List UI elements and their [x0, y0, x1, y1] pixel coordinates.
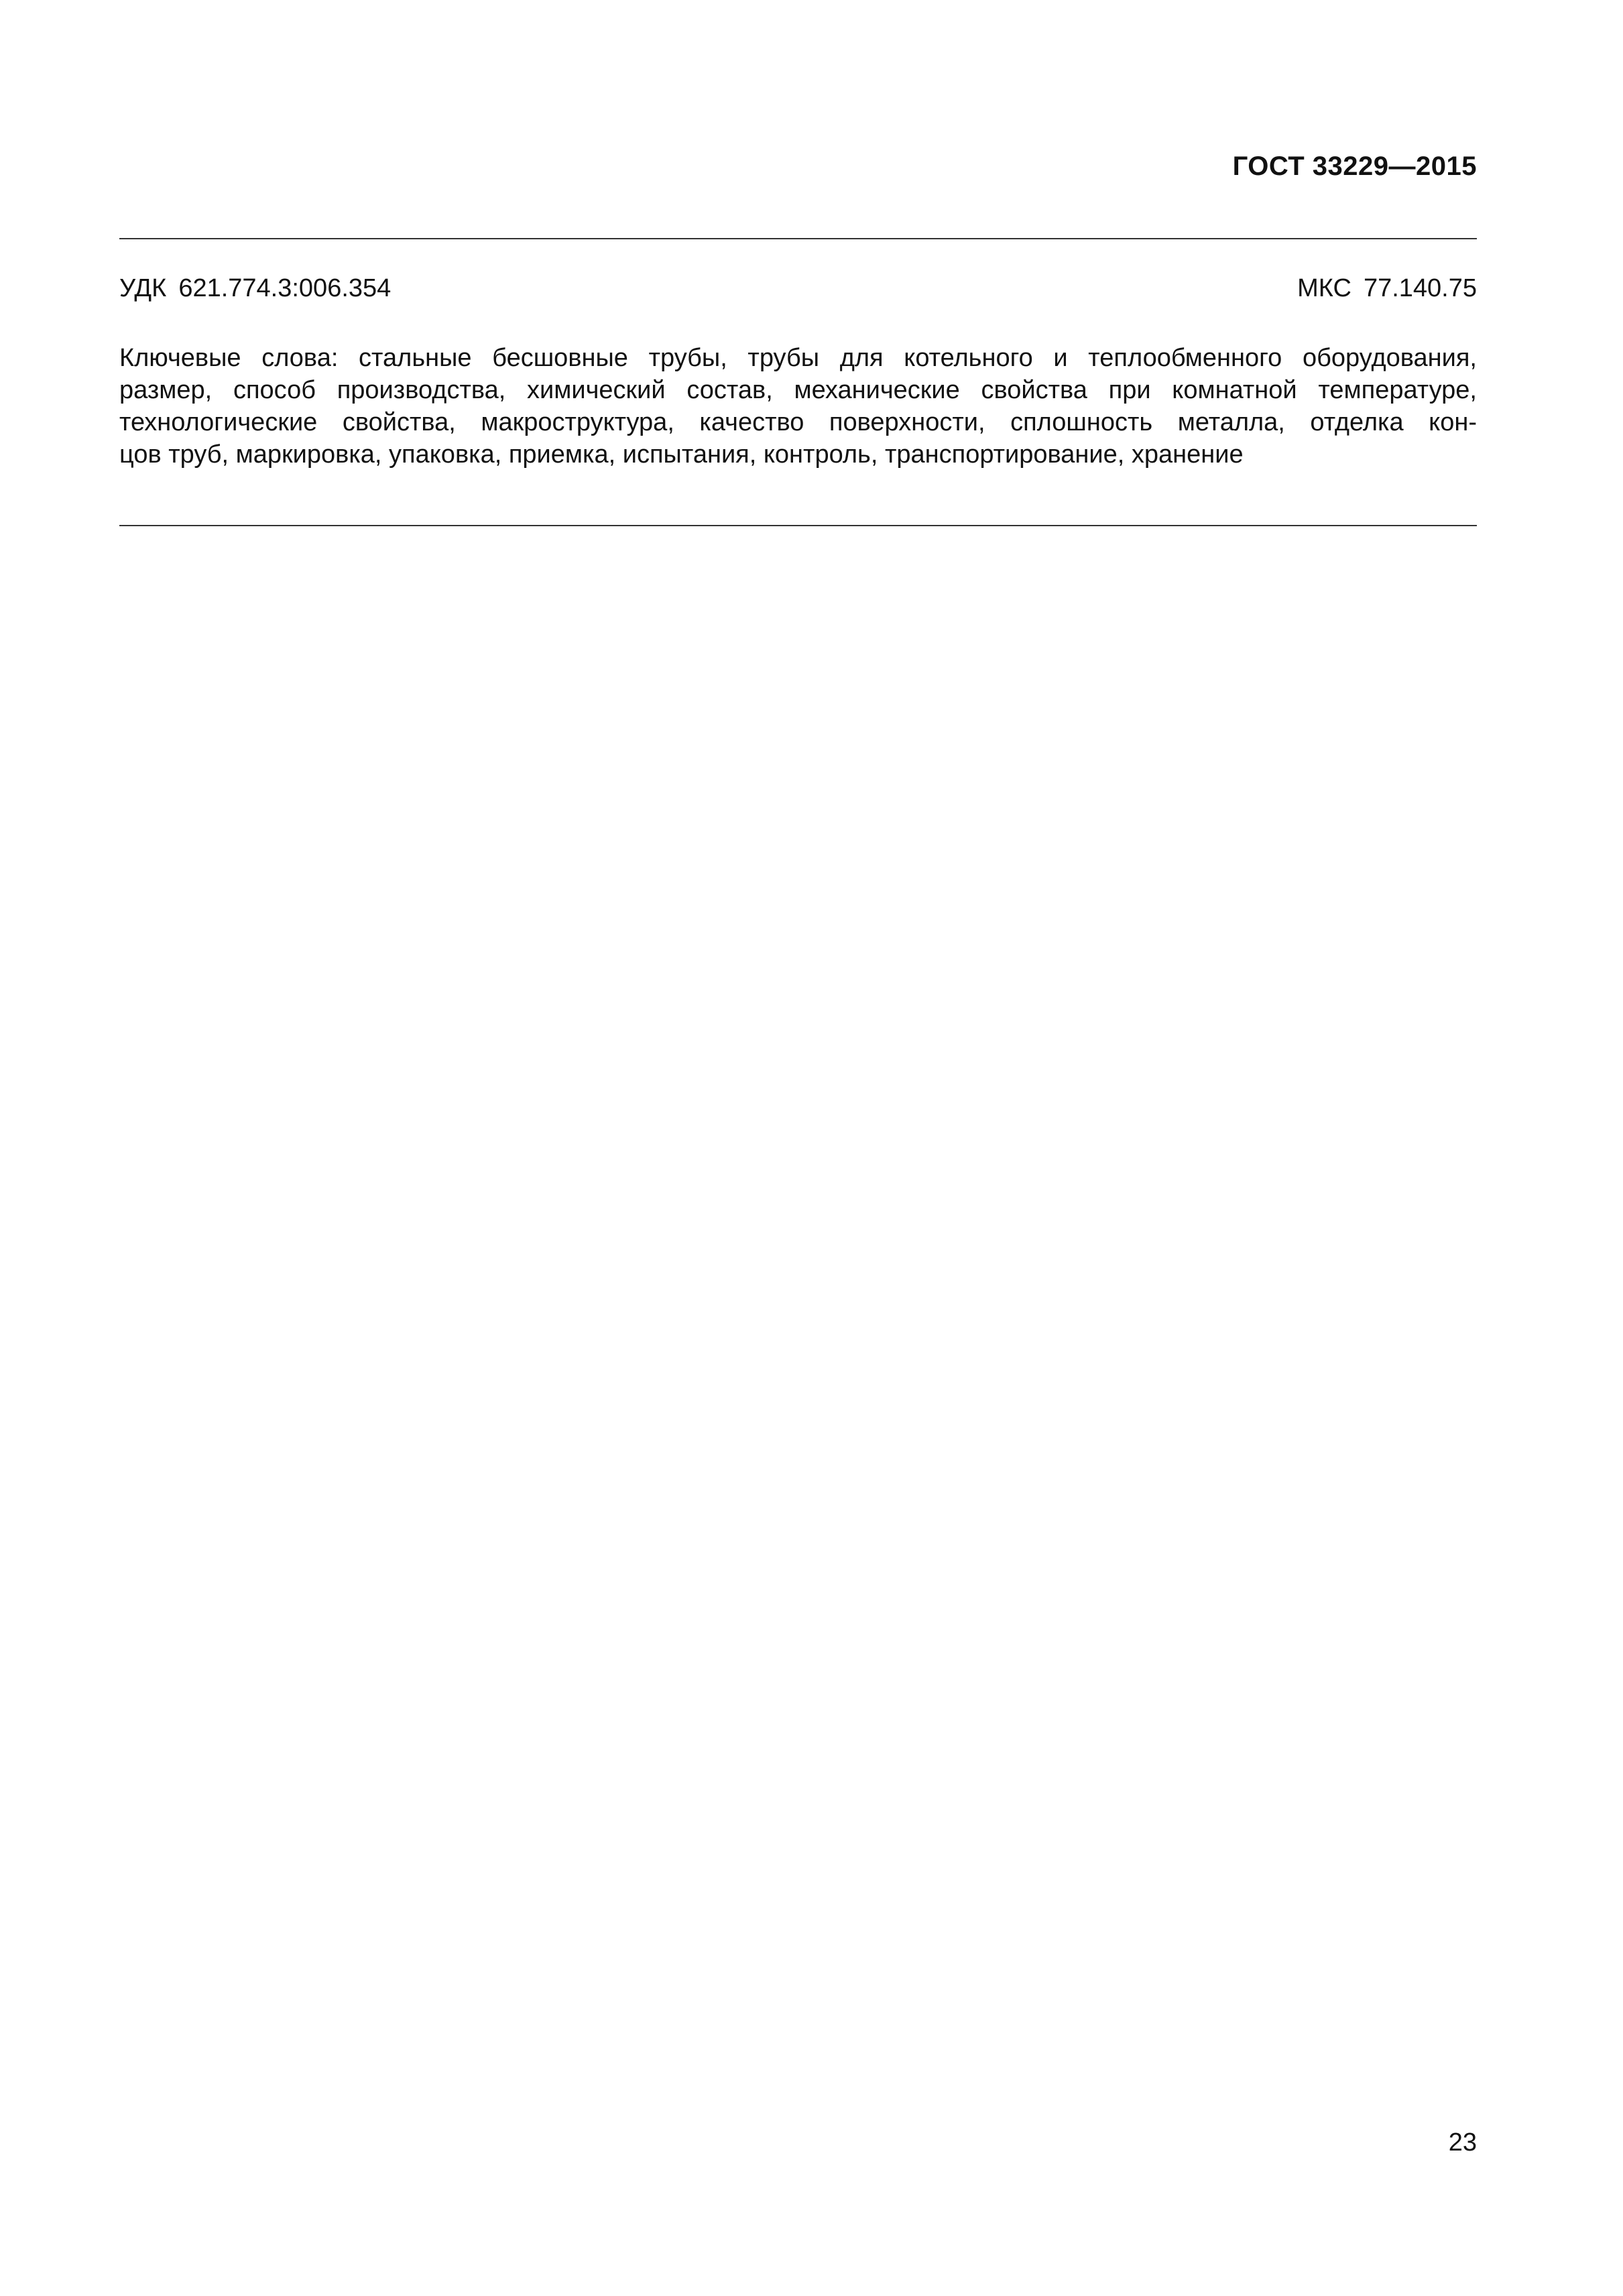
udc-label: УДК — [119, 274, 167, 302]
ics-block — [1297, 274, 1477, 304]
top-divider — [119, 238, 1477, 239]
keywords-line: размер, способ производства, химический состав, механические свойства при комнатной температуре, — [119, 376, 1477, 404]
ics-label: МКС — [1297, 274, 1351, 302]
keywords-line: Ключевые слова: стальные бесшовные трубы, трубы для котельного и теплообменного оборудования, — [119, 344, 1477, 372]
ics-code: 77.140.75 — [1363, 274, 1477, 302]
keywords-line: технологические свойства, макроструктура, качество поверхности, сплошность металла, отделка кон- — [119, 408, 1477, 436]
keywords-line: цов труб, маркировка, упаковка, приемка, испытания, контроль, транспортирование, хранение — [119, 440, 1244, 469]
page-header-standard: ГОСТ 33229—2015 — [1232, 152, 1477, 181]
classification-row — [119, 274, 1477, 304]
keywords-paragraph — [119, 342, 1477, 471]
bottom-divider — [119, 525, 1477, 526]
udc-block — [119, 274, 391, 304]
udc-code: 621.774.3:006.354 — [178, 274, 392, 302]
page-number: 23 — [1448, 2128, 1477, 2157]
